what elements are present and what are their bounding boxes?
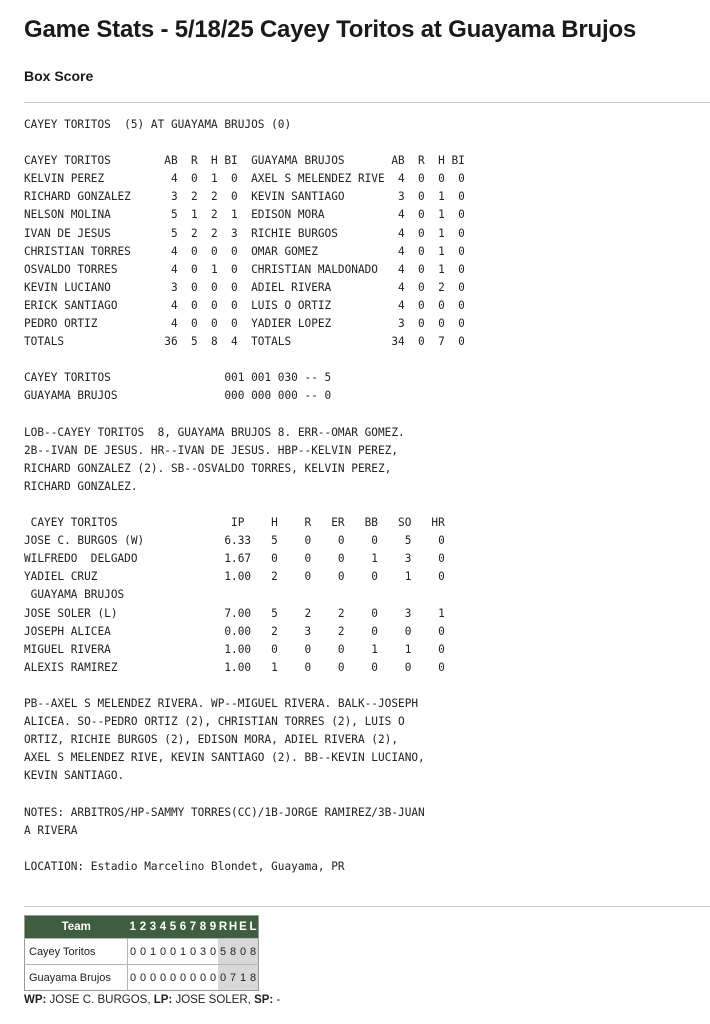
box-score-line: LOB--CAYEY TORITOS 8, GUAYAMA BRUJOS 8. ERR--OMAR GOMEZ. bbox=[24, 425, 405, 439]
inning-runs: 0 bbox=[148, 965, 158, 991]
inning-runs: 0 bbox=[128, 965, 139, 991]
box-score-line: RICHARD GONZALEZ (2). SB--OSVALDO TORRES, KELVIN PEREZ, bbox=[24, 461, 392, 475]
box-score-line: ALICEA. SO--PEDRO ORTIZ (2), CHRISTIAN TORRES (2), LUIS O bbox=[24, 715, 405, 729]
box-score-line: RICHARD GONZALEZ 3 2 2 0 KEVIN SANTIAGO 3 0 1 0 bbox=[24, 190, 465, 204]
box-score-line: AXEL S MELENDEZ RIVE, KEVIN SANTIAGO (2). BB--KEVIN LUCIANO, bbox=[24, 751, 425, 765]
box-score-line bbox=[24, 134, 465, 152]
box-score-line: GUAYAMA BRUJOS bbox=[24, 588, 125, 602]
inning-header: 9 bbox=[208, 916, 218, 939]
inning-runs: 0 bbox=[128, 939, 139, 965]
box-score-line: YADIEL CRUZ 1.00 2 0 0 0 1 0 bbox=[24, 570, 445, 584]
total-value: 1 bbox=[238, 965, 248, 991]
inning-header: 7 bbox=[188, 916, 198, 939]
line-score-row bbox=[25, 939, 259, 965]
box-score-line: JOSE SOLER (L) 7.00 5 2 2 0 3 1 bbox=[24, 606, 445, 620]
total-value: 0 bbox=[218, 965, 228, 991]
inning-runs: 0 bbox=[158, 965, 168, 991]
totals-header: H bbox=[228, 916, 238, 939]
box-score-line: CAYEY TORITOS 001 001 030 -- 5 bbox=[24, 371, 332, 385]
divider-top bbox=[24, 102, 710, 103]
box-score-line: OSVALDO TORRES 4 0 1 0 CHRISTIAN MALDONADO 4 0 1 0 bbox=[24, 262, 465, 276]
box-score-line: RICHARD GONZALEZ. bbox=[24, 479, 138, 493]
inning-runs: 0 bbox=[138, 939, 148, 965]
inning-header: 6 bbox=[178, 916, 188, 939]
sp-label: SP: bbox=[254, 994, 274, 1006]
total-value: 8 bbox=[248, 965, 259, 991]
box-score-line bbox=[24, 785, 465, 803]
box-score-line: GUAYAMA BRUJOS 000 000 000 -- 0 bbox=[24, 389, 332, 403]
box-score-line: MIGUEL RIVERA 1.00 0 0 0 1 1 0 bbox=[24, 642, 445, 656]
inning-runs: 3 bbox=[198, 939, 208, 965]
inning-header: 5 bbox=[168, 916, 178, 939]
box-score-line: KELVIN PEREZ 4 0 1 0 AXEL S MELENDEZ RIVE 4 0 0 0 bbox=[24, 172, 465, 186]
box-score-line: IVAN DE JESUS 5 2 2 3 RICHIE BURGOS 4 0 1 0 bbox=[24, 226, 465, 240]
box-score-line: JOSEPH ALICEA 0.00 2 3 2 0 0 0 bbox=[24, 624, 445, 638]
box-score-line: KEVIN LUCIANO 3 0 0 0 ADIEL RIVERA 4 0 2 0 bbox=[24, 280, 465, 294]
section-title-box-score: Box Score bbox=[24, 68, 94, 84]
inning-runs: 0 bbox=[168, 965, 178, 991]
sp-value: - bbox=[273, 994, 281, 1006]
lp-label: LP: bbox=[153, 994, 173, 1006]
pitcher-decisions bbox=[24, 994, 280, 1006]
box-score-line bbox=[24, 351, 465, 369]
total-value: 0 bbox=[238, 939, 248, 965]
box-score-line bbox=[24, 406, 465, 424]
box-score-line: PEDRO ORTIZ 4 0 0 0 YADIER LOPEZ 3 0 0 0 bbox=[24, 317, 465, 331]
box-score-line: KEVIN SANTIAGO. bbox=[24, 769, 125, 783]
lp-value: JOSE SOLER, bbox=[172, 994, 255, 1006]
team-name: Guayama Brujos bbox=[25, 965, 128, 991]
line-score-row bbox=[25, 965, 259, 991]
box-score-line: JOSE C. BURGOS (W) 6.33 5 0 0 0 5 0 bbox=[24, 534, 445, 548]
inning-runs: 0 bbox=[198, 965, 208, 991]
inning-runs: 0 bbox=[208, 939, 218, 965]
box-score-line: ERICK SANTIAGO 4 0 0 0 LUIS O ORTIZ 4 0 0 0 bbox=[24, 298, 465, 312]
box-score-line: PB--AXEL S MELENDEZ RIVERA. WP--MIGUEL RIVERA. BALK--JOSEPH bbox=[24, 697, 419, 710]
box-score-line: TOTALS 36 5 8 4 TOTALS 34 0 7 0 bbox=[24, 335, 465, 349]
inning-header: 1 bbox=[128, 916, 139, 939]
box-score-line: NOTES: ARBITROS/HP-SAMMY TORRES(CC)/1B-JORGE RAMIREZ/3B-JUAN bbox=[24, 805, 425, 819]
total-value: 5 bbox=[218, 939, 228, 965]
inning-runs: 0 bbox=[178, 965, 188, 991]
box-score-line: A RIVERA bbox=[24, 823, 78, 837]
team-name: Cayey Toritos bbox=[25, 939, 128, 965]
page-title: Game Stats - 5/18/25 Cayey Toritos at Guayama Brujos bbox=[24, 16, 637, 43]
inning-runs: 1 bbox=[178, 939, 188, 965]
total-value: 7 bbox=[228, 965, 238, 991]
box-score-line: CHRISTIAN TORRES 4 0 0 0 OMAR GOMEZ 4 0 1 0 bbox=[24, 244, 465, 258]
inning-runs: 0 bbox=[168, 939, 178, 965]
inning-header: 4 bbox=[158, 916, 168, 939]
box-score-line bbox=[24, 496, 465, 514]
total-value: 8 bbox=[228, 939, 238, 965]
box-score-line: WILFREDO DELGADO 1.67 0 0 0 1 3 0 bbox=[24, 552, 445, 566]
box-score-line: LOCATION: Estadio Marcelino Blondet, Guayama, PR bbox=[24, 859, 345, 873]
box-score-line: CAYEY TORITOS IP H R ER BB SO HR bbox=[24, 516, 445, 530]
totals-header: R bbox=[218, 916, 228, 939]
inning-header: 2 bbox=[138, 916, 148, 939]
box-score-text bbox=[24, 116, 465, 876]
inning-header: 3 bbox=[148, 916, 158, 939]
line-score-header-row bbox=[25, 916, 259, 939]
totals-header: E bbox=[238, 916, 248, 939]
inning-runs: 1 bbox=[148, 939, 158, 965]
box-score-line: 2B--IVAN DE JESUS. HR--IVAN DE JESUS. HBP--KELVIN PEREZ, bbox=[24, 443, 399, 457]
inning-runs: 0 bbox=[188, 965, 198, 991]
box-score-line: CAYEY TORITOS AB R H BI GUAYAMA BRUJOS AB R H BI bbox=[24, 154, 465, 168]
inning-runs: 0 bbox=[138, 965, 148, 991]
box-score-line bbox=[24, 677, 465, 695]
inning-runs: 0 bbox=[208, 965, 218, 991]
wp-value: JOSE C. BURGOS, bbox=[46, 994, 154, 1006]
divider-bottom bbox=[24, 906, 710, 907]
inning-header: 8 bbox=[198, 916, 208, 939]
totals-header: L bbox=[248, 916, 259, 939]
box-score-line: ALEXIS RAMIREZ 1.00 1 0 0 0 0 0 bbox=[24, 660, 445, 674]
line-score-table bbox=[24, 915, 259, 991]
inning-runs: 0 bbox=[188, 939, 198, 965]
box-score-line: CAYEY TORITOS (5) AT GUAYAMA BRUJOS (0) bbox=[24, 118, 292, 131]
total-value: 8 bbox=[248, 939, 259, 965]
wp-label: WP: bbox=[24, 994, 47, 1006]
box-score-line: NELSON MOLINA 5 1 2 1 EDISON MORA 4 0 1 0 bbox=[24, 208, 465, 222]
team-column-header: Team bbox=[25, 916, 128, 939]
inning-runs: 0 bbox=[158, 939, 168, 965]
box-score-line: ORTIZ, RICHIE BURGOS (2), EDISON MORA, ADIEL RIVERA (2), bbox=[24, 733, 399, 747]
box-score-line bbox=[24, 840, 465, 858]
